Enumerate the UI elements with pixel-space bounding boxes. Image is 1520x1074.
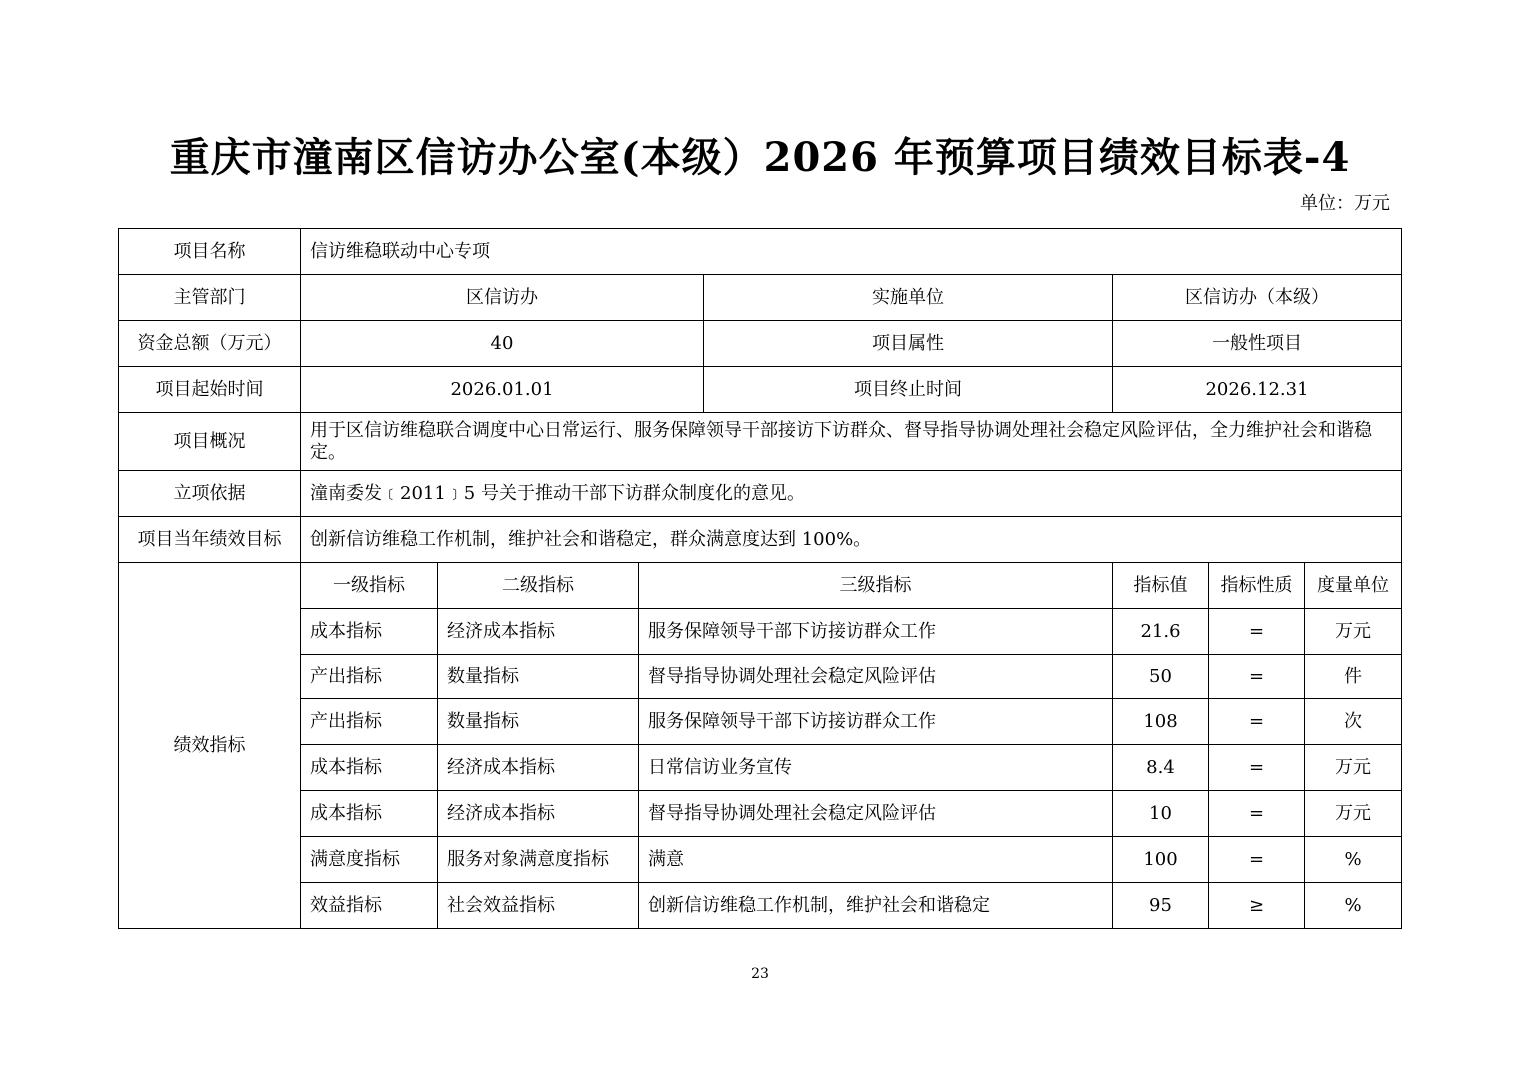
nature-cell: = xyxy=(1209,655,1305,699)
start-label: 项目起始时间 xyxy=(119,367,301,413)
fund-label: 资金总额（万元） xyxy=(119,321,301,367)
nature-cell: = xyxy=(1209,609,1305,655)
overview-label: 项目概况 xyxy=(119,413,301,471)
value-cell: 100 xyxy=(1113,837,1209,883)
unit-cell: % xyxy=(1305,883,1402,929)
row-time xyxy=(119,367,1402,413)
unit-cell: 万元 xyxy=(1305,609,1402,655)
attr-value: 一般性项目 xyxy=(1113,321,1402,367)
unit-cell: 件 xyxy=(1305,655,1402,699)
level2-cell: 经济成本指标 xyxy=(438,791,639,837)
overview-value: 用于区信访维稳联合调度中心日常运行、服务保障领导干部接访下访群众、督导指导协调处理社会稳定风险评估，全力维护社会和谐稳定。 xyxy=(301,413,1402,471)
row-basis xyxy=(119,471,1402,517)
value-cell: 21.6 xyxy=(1113,609,1209,655)
goal-label: 项目当年绩效目标 xyxy=(119,517,301,563)
project-name-value: 信访维稳联动中心专项 xyxy=(301,229,1402,275)
header-unit: 度量单位 xyxy=(1305,563,1402,609)
table-row xyxy=(119,699,1402,745)
header-level1: 一级指标 xyxy=(301,563,438,609)
level1-cell: 成本指标 xyxy=(301,791,438,837)
header-level3: 三级指标 xyxy=(639,563,1113,609)
table-row xyxy=(119,791,1402,837)
level3-cell: 满意 xyxy=(639,837,1113,883)
level2-cell: 经济成本指标 xyxy=(438,609,639,655)
indicator-header-row xyxy=(119,563,1402,609)
level1-cell: 产出指标 xyxy=(301,699,438,745)
nature-cell: ≥ xyxy=(1209,883,1305,929)
level3-cell: 服务保障领导干部下访接访群众工作 xyxy=(639,699,1113,745)
table-row xyxy=(119,609,1402,655)
value-cell: 108 xyxy=(1113,699,1209,745)
dept-value: 区信访办 xyxy=(301,275,704,321)
nature-cell: = xyxy=(1209,745,1305,791)
basis-label: 立项依据 xyxy=(119,471,301,517)
attr-label: 项目属性 xyxy=(704,321,1113,367)
row-fund xyxy=(119,321,1402,367)
level1-cell: 满意度指标 xyxy=(301,837,438,883)
row-project-name xyxy=(119,229,1402,275)
unit-cell: 万元 xyxy=(1305,791,1402,837)
dept-label: 主管部门 xyxy=(119,275,301,321)
header-nature: 指标性质 xyxy=(1209,563,1305,609)
fund-value: 40 xyxy=(301,321,704,367)
level2-cell: 社会效益指标 xyxy=(438,883,639,929)
level1-cell: 产出指标 xyxy=(301,655,438,699)
level1-cell: 成本指标 xyxy=(301,745,438,791)
level1-cell: 成本指标 xyxy=(301,609,438,655)
header-level2: 二级指标 xyxy=(438,563,639,609)
end-label: 项目终止时间 xyxy=(704,367,1113,413)
value-cell: 8.4 xyxy=(1113,745,1209,791)
nature-cell: = xyxy=(1209,791,1305,837)
project-name-label: 项目名称 xyxy=(119,229,301,275)
table-row xyxy=(119,883,1402,929)
level3-cell: 督导指导协调处理社会稳定风险评估 xyxy=(639,655,1113,699)
level3-cell: 创新信访维稳工作机制，维护社会和谐稳定 xyxy=(639,883,1113,929)
value-cell: 10 xyxy=(1113,791,1209,837)
row-overview xyxy=(119,413,1402,471)
header-value: 指标值 xyxy=(1113,563,1209,609)
level1-cell: 效益指标 xyxy=(301,883,438,929)
indicators-section-label: 绩效指标 xyxy=(119,563,301,929)
nature-cell: = xyxy=(1209,837,1305,883)
level2-cell: 数量指标 xyxy=(438,699,639,745)
table-row xyxy=(119,655,1402,699)
unit-cell: % xyxy=(1305,837,1402,883)
nature-cell: = xyxy=(1209,699,1305,745)
level2-cell: 服务对象满意度指标 xyxy=(438,837,639,883)
level2-cell: 数量指标 xyxy=(438,655,639,699)
goal-value: 创新信访维稳工作机制，维护社会和谐稳定，群众满意度达到 100%。 xyxy=(301,517,1402,563)
performance-table xyxy=(118,228,1402,929)
basis-value: 潼南委发﹝2011﹞5 号关于推动干部下访群众制度化的意见。 xyxy=(301,471,1402,517)
unit-cell: 次 xyxy=(1305,699,1402,745)
row-department xyxy=(119,275,1402,321)
end-value: 2026.12.31 xyxy=(1113,367,1402,413)
value-cell: 95 xyxy=(1113,883,1209,929)
level3-cell: 日常信访业务宣传 xyxy=(639,745,1113,791)
impl-value: 区信访办（本级） xyxy=(1113,275,1402,321)
row-goal xyxy=(119,517,1402,563)
value-cell: 50 xyxy=(1113,655,1209,699)
level2-cell: 经济成本指标 xyxy=(438,745,639,791)
unit-cell: 万元 xyxy=(1305,745,1402,791)
level3-cell: 服务保障领导干部下访接访群众工作 xyxy=(639,609,1113,655)
start-value: 2026.01.01 xyxy=(301,367,704,413)
table-row xyxy=(119,745,1402,791)
document-title: 重庆市潼南区信访办公室(本级）2026 年预算项目绩效目标表-4 xyxy=(169,134,1351,181)
level3-cell: 督导指导协调处理社会稳定风险评估 xyxy=(639,791,1113,837)
page-number: 23 xyxy=(751,966,769,982)
table-row xyxy=(119,837,1402,883)
impl-label: 实施单位 xyxy=(704,275,1113,321)
unit-label: 单位：万元 xyxy=(1300,193,1390,214)
